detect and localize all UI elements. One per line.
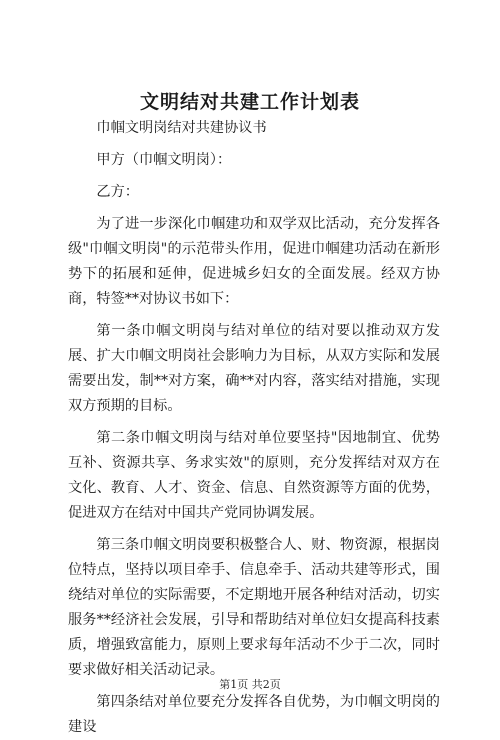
article-1-paragraph: 第一条巾帼文明岗与结对单位的结对要以推动双方发展、扩大巾帼文明岗社会影响力为目标，从双方实际和发展需要出发，制**对方案，确**对内容，落实结对措施，实现双方预期的目标。 [68,323,440,414]
agreement-heading: 巾帼文明岗结对共建协议书 [96,120,267,136]
preamble-paragraph: 为了进一步深化巾帼建功和双学双比活动，充分发挥各级"巾帼文明岗"的示范带头作用，促进巾帼建功活动在新形势下的拓展和延伸，促进城乡妇女的全面发展。经双方协商，特签**对协议书如下： [68,216,440,307]
party-a-line: 甲方（巾帼文明岗）： [96,152,232,168]
party-b-line: 乙方： [96,184,139,200]
page-title: 文明结对共建工作计划表 [139,91,360,113]
page-number: 第1页 共2页 [219,678,281,691]
article-2-paragraph: 第二条巾帼文明岗与结对单位要坚持"因地制宜、优势互补、资源共享、务求实效"的原则，充分发挥结对双方在文化、教育、人才、资金、信息、自然资源等方面的优势，促进双方在结对中国共产党同协调发展。 [68,430,440,521]
article-3-paragraph: 第三条巾帼文明岗要积极整合人、财、物资源，根据岗位特点，坚持以项目牵手、信息牵手、活动共建等形式，围绕结对单位的实际需要，不定期地开展各种结对活动，切实服务**经济社会发展，引导和帮助结对单位妇女提高科技素质，增强致富能力，原则上要求每年活动不少于二次，同时要求做好相关活动记录。 [68,537,440,678]
article-4-paragraph: 第四条结对单位要充分发挥各自优势，为巾帼文明岗的建设 [68,694,440,735]
document-body [68,116,440,740]
